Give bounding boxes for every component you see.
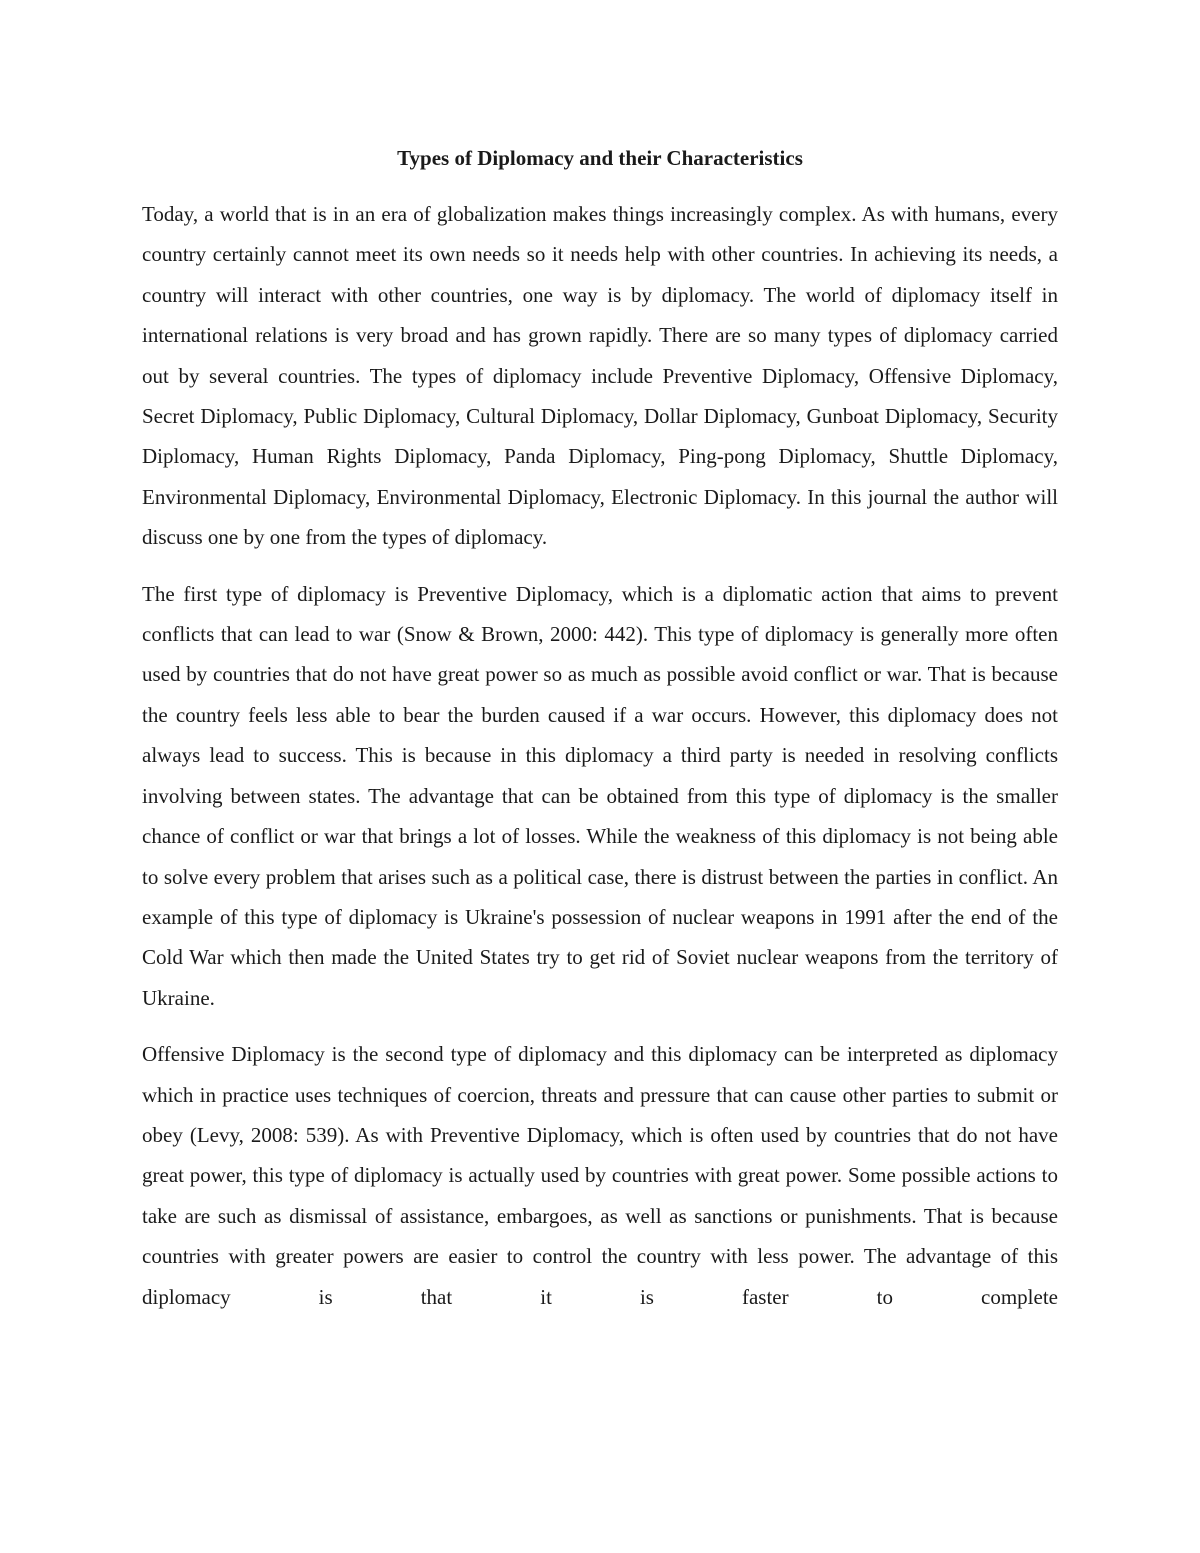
paragraph-introduction: Today, a world that is in an era of globalization makes things increasingly complex. As with humans, every country certainly cannot meet its own needs so it needs help with other countries. In achieving its needs, a country will interact with other countries, one way is by diplomacy. The world of diplomacy itself in international relations is very broad and has grown rapidly. There are so many types of diplomacy carried out by several countries. The types of diplomacy include Preventive Diplomacy, Offensive Diplomacy, Secret Diplomacy, Public Diplomacy, Cultural Diplomacy, Dollar Diplomacy, Gunboat Diplomacy, Security Diplomacy, Human Rights Diplomacy, Panda Diplomacy, Ping-pong Diplomacy, Shuttle Diplomacy, Environmental Diplomacy, Environmental Diplomacy, Electronic Diplomacy. In this journal the author will discuss one by one from the types of diplomacy. xyxy=(142,202,1058,550)
document-body xyxy=(142,194,1058,1333)
document-title: Types of Diplomacy and their Characteristics xyxy=(397,146,803,170)
paragraph-offensive-diplomacy: Offensive Diplomacy is the second type of diplomacy and this diplomacy can be interpreted as diplomacy which in practice uses techniques of coercion, threats and pressure that can cause other parties to submit or obey (Levy, 2008: 539). As with Preventive Diplomacy, which is often used by countries that do not have great power, this type of diplomacy is actually used by countries with great power. Some possible actions to take are such as dismissal of assistance, embargoes, as well as sanctions or punishments. That is because countries with greater powers are easier to control the country with less power. The advantage of this diplomacy is that it is faster to complete xyxy=(142,1042,1058,1309)
paragraph-preventive-diplomacy: The first type of diplomacy is Preventive Diplomacy, which is a diplomatic action that aims to prevent conflicts that can lead to war (Snow & Brown, 2000: 442). This type of diplomacy is generally more often used by countries that do not have great power so as much as possible avoid conflict or war. That is because the country feels less able to bear the burden caused if a war occurs. However, this diplomacy does not always lead to success. This is because in this diplomacy a third party is needed in resolving conflicts involving between states. The advantage that can be obtained from this type of diplomacy is the smaller chance of conflict or war that brings a lot of losses. While the weakness of this diplomacy is not being able to solve every problem that arises such as a political case, there is distrust between the parties in conflict. An example of this type of diplomacy is Ukraine's possession of nuclear weapons in 1991 after the end of the Cold War which then made the United States try to get rid of Soviet nuclear weapons from the territory of Ukraine. xyxy=(142,581,1058,1010)
